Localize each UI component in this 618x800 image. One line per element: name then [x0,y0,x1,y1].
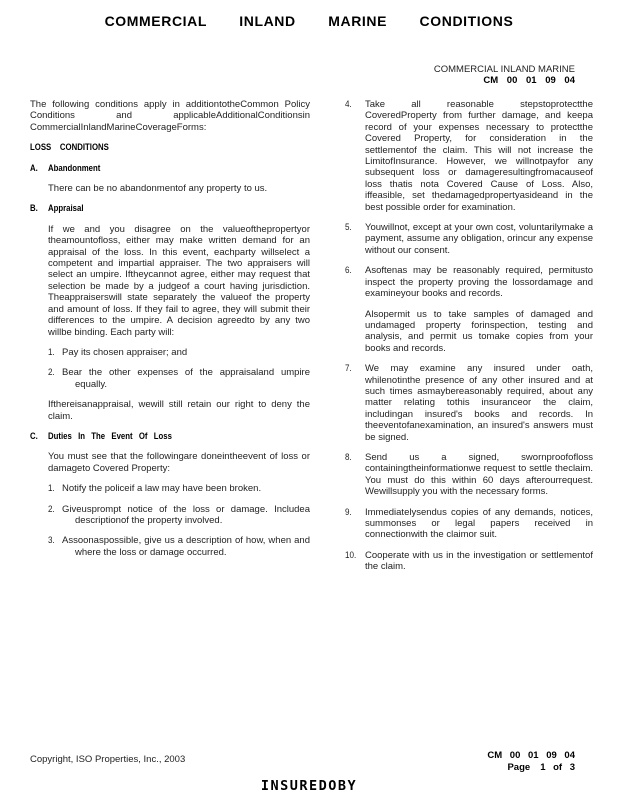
numbered-item-4 [345,99,593,213]
numbered-item-9 [345,507,593,541]
page-value: 1 of 3 [540,761,575,773]
insured-copy-stamp: INSUREDOBY [260,778,358,794]
numbered-item-7 [345,363,593,443]
section-label: A. [30,162,38,174]
section-appraisal [30,203,310,422]
form-header [434,64,575,86]
item-paragraph: Cooperate with us in the investigation or settlementof the claim. [365,549,593,573]
list-item [48,483,310,494]
item-paragraph: Alsopermit us to take samples of damaged and undamaged property forinspection, testing and analysis, and permit us tomake copies from your books and records. [365,308,593,354]
section-paragraph: You must see that the followingare doneintheevent of loss or damageto Covered Property: [48,451,310,474]
section-heading: Abandonment [48,162,101,174]
item-number: 10. [345,549,357,561]
copyright-notice: Copyright, ISO Properties, Inc., 2003 [30,754,186,765]
right-column [345,99,593,582]
list-item [48,535,310,558]
item-number: 7. [345,363,352,375]
item-paragraph: Send us a signed, swornproofofloss containingtheinformationwe request to settle theclaim. You must do this within 60 days afterourrequest. Wewillsupply you with the necessary forms. [365,451,593,498]
item-number: 8. [345,451,352,463]
section-label: B. [30,203,38,215]
list-item-text: Bear the other expenses of the appraisaland umpire equally. [62,367,310,390]
numbered-item-8 [345,452,593,498]
list-item-number: 1. [48,346,55,358]
list-item [48,367,310,390]
list-item-number: 2. [48,503,55,515]
left-column [30,99,310,582]
section-paragraph: There can be no abandonmentof any property to us. [48,183,268,195]
item-paragraph: We may examine any insured under oath, whilenotinthe presence of any other insured and at such times asmaybereasonably required, about any matter relating tothis insuranceor the claim, includingan insured's books and records. In theeventofanexamination, an insured's answers must be signed. [365,363,593,443]
list-item [48,504,310,527]
section-heading: Duties In The Event Of Loss [48,430,172,442]
item-number: 5. [345,222,352,234]
section-abandonment [30,163,310,195]
page-indicator [487,762,575,774]
section-heading: Appraisal [48,203,84,215]
list-item-text: Pay its chosen appraiser; and [62,346,188,358]
product-line-label: COMMERCIAL INLAND MARINE [433,64,575,75]
list-item-text: Assoonaspossible, give us a description of how, when and where the loss or damage occurred. [62,535,310,558]
list-item-number: 2. [48,367,55,379]
item-paragraph: Take all reasonable stepstoprotectthe CoveredProperty from further damage, and keepa record of your expenses necessary to protectthe Covered Property, for consideration in the settlementof the claim. This will not increase the LimitofInsurance. However, we willnotpayfor any subsequent loss or damageresultingfromacauseof loss thatis nota Covered Cause of Loss. Also, iffeasible, set thedamagedpropertyasideand in the best possible order for examination. [365,99,593,213]
loss-conditions-heading: LOSS CONDITIONS [30,142,109,154]
item-number: 6. [345,265,352,277]
numbered-item-10 [345,550,593,573]
item-paragraph: Immediatelysendus copies of any demands, notices, summonses or legal papers received in connectionwith the claimor suit. [365,506,593,541]
item-paragraph: Asoftenas may be reasonably required, permitusto inspect the property proving the lossordamage and examineyour books and records. [365,265,593,300]
footer-form-block [487,750,575,773]
list-item [48,347,310,358]
item-paragraph: Youwillnot, except at your own cost, voluntarilymake a payment, assume any obligation, orincur any expense without our consent. [365,222,593,256]
section-label: C. [30,430,38,442]
list-item-text: Notify the policeif a law may have been broken. [62,483,262,495]
section-duties [30,431,310,558]
item-number: 4. [345,99,352,110]
list-item-number: 1. [48,483,55,495]
numbered-item-6 [345,265,593,354]
form-number: CM 00 01 09 04 [483,75,575,86]
numbered-item-5 [345,222,593,256]
item-number: 9. [345,506,352,518]
page-label: Page [507,761,531,773]
footer-form-number: CM 00 01 09 04 [487,750,575,761]
section-paragraph: If we and you disagree on the valueofthepropertyor theamountofloss, either may make written demand for an appraisal of the loss. In this event, eachparty willselect a competent and impartial appraiser. The two appraisers will select an umpire. Iftheycannot agree, either may request that selection be made by a judgeof a court having jurisdiction. Theappraiserswill state separately the valueof the property and amount of loss. If they fail to agree, they will submit their differences to the umpire. A decision agreedto by any two willbe binding. Each party will: [48,223,310,338]
section-paragraph: Ifthereisanappraisal, wewill still retain our right to deny the claim. [48,399,310,422]
intro-paragraph: The following conditions apply in additiontotheCommon Policy Conditions and applicableAdditionalConditionsin CommercialInlandMarineCoverageForms: [30,99,310,133]
document-body [30,99,593,582]
list-item-text: Giveusprompt notice of the loss or damage. Includea descriptionof the property involved. [62,503,310,526]
list-item-number: 3. [48,535,55,547]
document-title: COMMERCIAL INLAND MARINE CONDITIONS [104,13,514,29]
